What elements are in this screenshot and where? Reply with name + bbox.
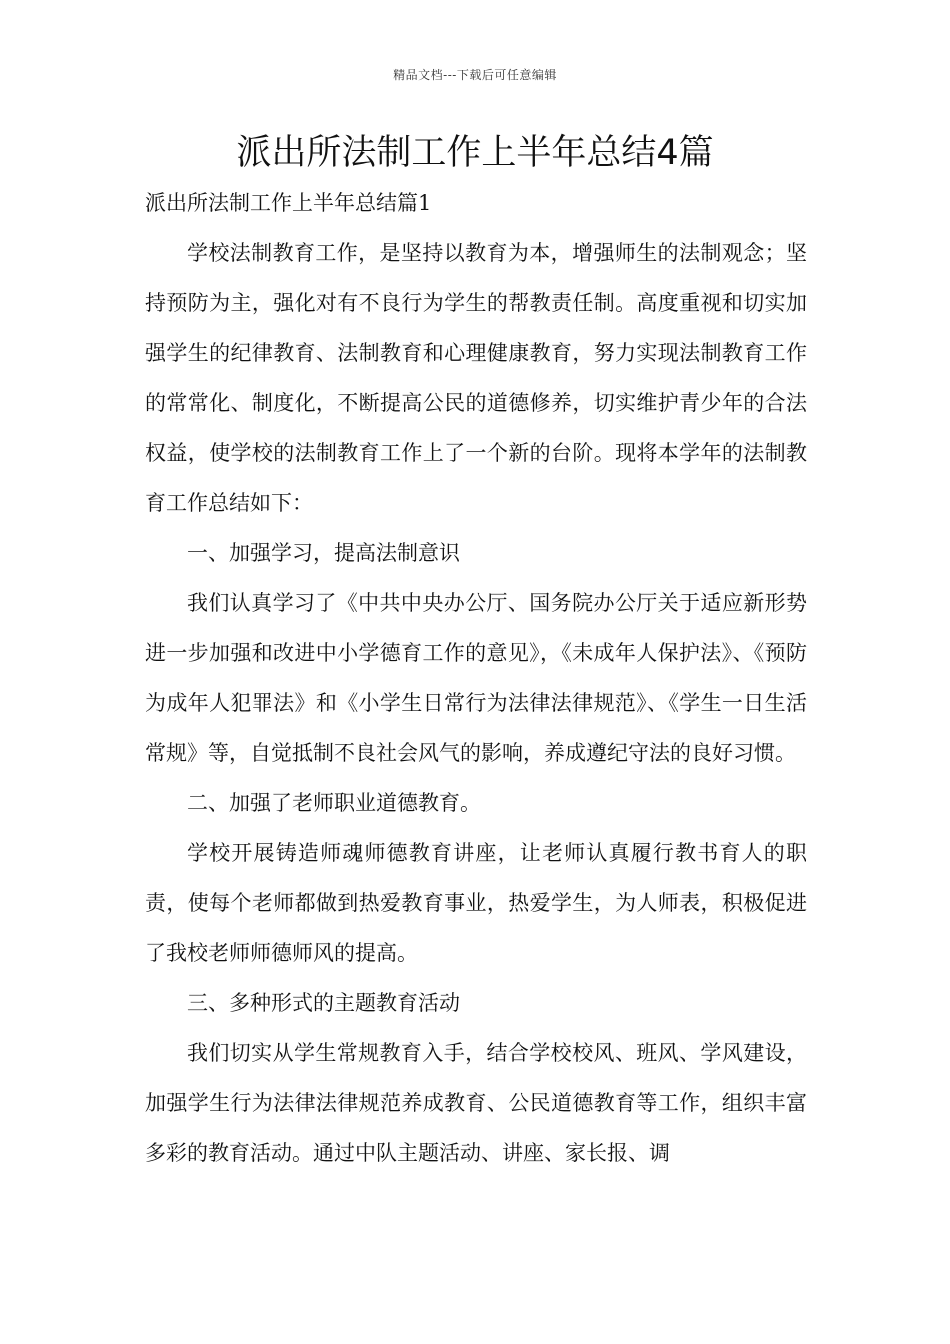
document-title: 派出所法制工作上半年总结4篇 (236, 133, 714, 173)
section-subtitle: 派出所法制工作上半年总结篇1 (145, 191, 432, 215)
paragraph-activities: 我们切实从学生常规教育入手，结合学校校风、班风、学风建设，加强学生行为法律法律规范养成教育、公民道德教育等工作，组织丰富多彩的教育活动。通过中队主题活动、讲座、家长报、调 (145, 1041, 807, 1165)
section-heading-1: 一、加强学习，提高法制意识 (187, 541, 460, 565)
section-heading-3: 三、多种形式的主题教育活动 (187, 991, 460, 1015)
paragraph-study: 我们认真学习了《中共中央办公厅、国务院办公厅关于适应新形势进一步加强和改进中小学德育工作的意见》，《未成年人保护法》、《预防为成年人犯罪法》和《小学生日常行为法律法律规范》、《学生一日生活常规》等，自觉抵制不良社会风气的影响，养成遵纪守法的良好习惯。 (145, 591, 807, 765)
paragraph-intro: 学校法制教育工作，是坚持以教育为本，增强师生的法制观念；坚持预防为主，强化对有不良行为学生的帮教责任制。高度重视和切实加强学生的纪律教育、法制教育和心理健康教育，努力实现法制教育工作的常常化、制度化，不断提高公民的道德修养，切实维护青少年的合法权益，使学校的法制教育工作上了一个新的台阶。现将本学年的法制教育工作总结如下： (145, 241, 807, 515)
header-note: 精品文档---下载后可任意编辑 (393, 68, 557, 82)
document-body (145, 178, 807, 1178)
section-heading-2: 二、加强了老师职业道德教育。 (187, 791, 481, 815)
paragraph-teacher-ethics: 学校开展铸造师魂师德教育讲座，让老师认真履行教书育人的职责，使每个老师都做到热爱教育事业，热爱学生，为人师表，积极促进了我校老师师德师风的提高。 (145, 841, 807, 965)
